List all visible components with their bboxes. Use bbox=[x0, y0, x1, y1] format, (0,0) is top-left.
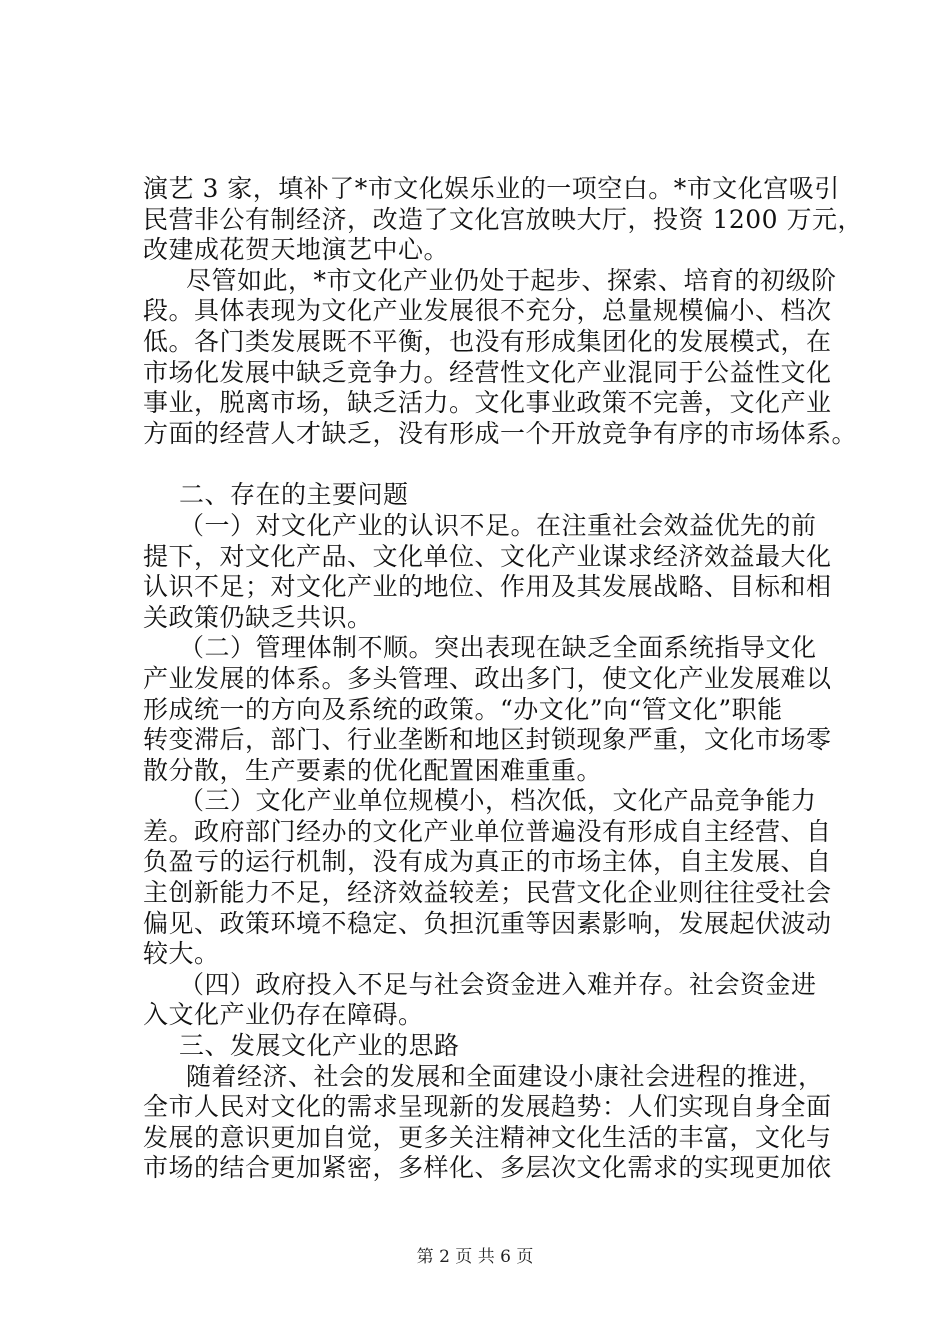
paragraph-line: 方面的经营人才缺乏，没有形成一个开放竞争有序的市场体系。 bbox=[143, 418, 858, 448]
paragraph-line: 主创新能力不足，经济效益较差；民营文化企业则往往受社会 bbox=[143, 878, 832, 908]
paragraph-gap bbox=[143, 449, 833, 480]
paragraph-line: 负盈亏的运行机制，没有成为真正的市场主体，自主发展、自 bbox=[143, 847, 832, 877]
paragraph-line: 民营非公有制经济，改造了文化宫放映大厅，投资 1200 万元， bbox=[143, 204, 864, 234]
paragraph-line: 产业发展的体系。多头管理、政出多门，使文化产业发展难以 bbox=[143, 663, 832, 693]
paragraph-line: （三）文化产业单位规模小，档次低，文化产品竞争能力 bbox=[179, 786, 817, 816]
paragraph-line: 段。具体表现为文化产业发展很不充分，总量规模偏小、档次 bbox=[143, 296, 832, 326]
section-heading: 三、发展文化产业的思路 bbox=[179, 1031, 460, 1061]
paragraph-line: 散分散，生产要素的优化配置困难重重。 bbox=[143, 755, 603, 785]
paragraph-line: 转变滞后，部门、行业垄断和地区封锁现象严重，文化市场零 bbox=[143, 725, 832, 755]
page-number-footer: 第 2 页 共 6 页 bbox=[416, 1247, 534, 1267]
paragraph-line: （一）对文化产业的认识不足。在注重社会效益优先的前 bbox=[179, 510, 817, 540]
paragraph-line: 偏见、政策环境不稳定、负担沉重等因素影响，发展起伏波动 bbox=[143, 908, 832, 938]
paragraph-line: 改建成花贺天地演艺中心。 bbox=[143, 235, 450, 265]
paragraph-line: 市场化发展中缺乏竞争力。经营性文化产业混同于公益性文化 bbox=[143, 357, 832, 387]
paragraph-line: 入文化产业仍存在障碍。 bbox=[143, 1000, 424, 1030]
paragraph-line: 提下，对文化产品、文化单位、文化产业谋求经济效益最大化 bbox=[143, 541, 832, 571]
paragraph-line: （二）管理体制不顺。突出表现在缺乏全面系统指导文化 bbox=[179, 633, 817, 663]
paragraph-line: 关政策仍缺乏共识。 bbox=[143, 602, 373, 632]
section-heading: 二、存在的主要问题 bbox=[179, 480, 409, 510]
paragraph-line: 较大。 bbox=[143, 939, 220, 969]
document-body bbox=[143, 174, 864, 1184]
paragraph-line: 差。政府部门经办的文化产业单位普遍没有形成自主经营、自 bbox=[143, 816, 832, 846]
paragraph-line: 形成统一的方向及系统的政策。“办文化”向“管文化”职能 bbox=[143, 694, 783, 724]
paragraph-line: 发展的意识更加自觉，更多关注精神文化生活的丰富，文化与 bbox=[143, 1122, 832, 1152]
paragraph-line: 尽管如此，*市文化产业仍处于起步、探索、培育的初级阶 bbox=[186, 265, 837, 295]
paragraph-line: 认识不足；对文化产业的地位、作用及其发展战略、目标和相 bbox=[143, 572, 832, 602]
paragraph-line: 全市人民对文化的需求呈现新的发展趋势：人们实现自身全面 bbox=[143, 1092, 832, 1122]
paragraph-line: 事业，脱离市场，缺乏活力。文化事业政策不完善，文化产业 bbox=[143, 388, 832, 418]
paragraph-line: （四）政府投入不足与社会资金进入难并存。社会资金进 bbox=[179, 969, 817, 999]
paragraph-line: 市场的结合更加紧密，多样化、多层次文化需求的实现更加依 bbox=[143, 1153, 832, 1183]
paragraph-line: 低。各门类发展既不平衡，也没有形成集团化的发展模式，在 bbox=[143, 326, 832, 356]
paragraph-line: 演艺 3 家，填补了*市文化娱乐业的一项空白。*市文化宫吸引 bbox=[143, 174, 840, 203]
paragraph-line: 随着经济、社会的发展和全面建设小康社会进程的推进， bbox=[186, 1061, 824, 1091]
